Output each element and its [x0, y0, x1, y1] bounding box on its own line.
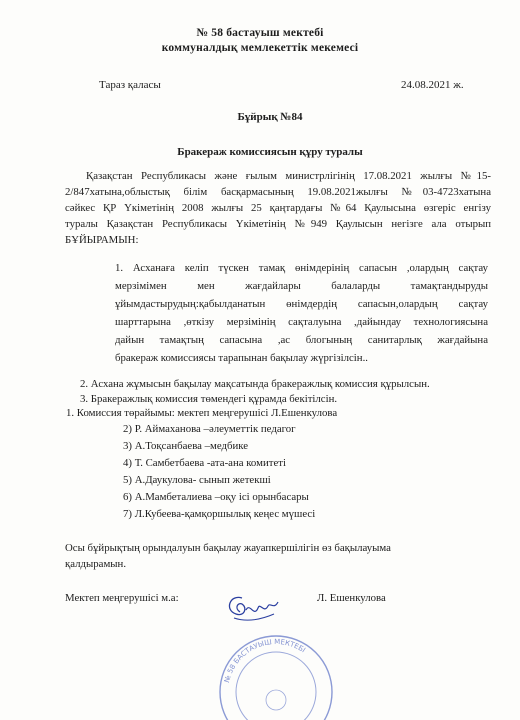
item1-line-2: мерзімімен мен жағдайлары балаларды тамақтандыруды — [115, 280, 488, 292]
item1-line-6: бракераж комиссиясы тарапынан бақылау жүргізілсін.. — [115, 352, 368, 364]
intro-line-2: 2/847хатына,облыстық білім басқармасының 19.08.2021жылғы №03-4723хатына — [65, 186, 491, 198]
svg-text:№ 58 БАСТАУЫШ МЕКТЕБІ — [223, 638, 307, 684]
item3: 3. Бракеражлық комиссия төмендегі құрамда бекітілсін. — [80, 393, 338, 405]
intro-line-1: Қазақстан Республикасы және ғылым министрлігінің 17.08.2021 жылғы №15- — [86, 170, 491, 182]
closing-line-2: қалдырамын. — [65, 558, 127, 570]
commission-member-2: 2) Р. Аймаханова –әлеуметтік педагог — [123, 423, 296, 435]
commission-member-3: 3) А.Тоқсанбаева –медбике — [123, 440, 249, 452]
stamp-text: № 58 БАСТАУЫШ МЕКТЕБІ — [222, 637, 307, 684]
item1-line-5: дайын тамақтың сапасына ,ас блогының санитарлық жағдайына — [115, 334, 488, 346]
commission-chair: 1. Комиссия төрайымы: мектеп меңгерушісі Л.Ешенкулова — [66, 407, 338, 419]
intro-line-5: БҰЙЫРАМЫН: — [65, 234, 139, 246]
closing-line-1: Осы бұйрықтың орындалуын бақылау жауапкершілігін өз бақылауыма — [65, 542, 391, 554]
school-name-line2: коммуналдық мемлекеттік мекемесі — [161, 42, 359, 54]
commission-member-4: 4) Т. Самбетбаева -ата-ана комитеті — [123, 457, 286, 469]
order-number: Бұйрық №84 — [237, 111, 303, 123]
school-name-line1: № 58 бастауыш мектебі — [196, 27, 324, 39]
intro-line-3: сәйкес ҚР Үкіметінің 2008 жылғы 25 қаңтардағы №64 Қаулысына өзгеріс енгізу — [65, 202, 491, 214]
order-subject: Бракераж комиссиясын құру туралы — [177, 146, 363, 158]
signature-title: Мектеп меңгерушісі м.а: — [65, 592, 179, 604]
item1-line-4: шарттарына ,өткізу мерзімінің сақталуына ,дайындау технологиясына — [115, 316, 488, 328]
school-stamp — [196, 600, 356, 720]
item1-line-3: ұйымдастырудың:қабылданатын өнімдердің сапасын,олардың сақтау — [115, 298, 488, 310]
intro-line-4: туралы Қазақстан Республикасы Үкіметінің №949 Қаулысын негізге ала отырып — [65, 218, 491, 230]
commission-member-5: 5) А.Даукулова- сынып жетекші — [123, 474, 271, 486]
commission-member-6: 6) А.Мамбеталиева –оқу ісі орынбасары — [123, 491, 309, 503]
item1-line-1: 1. Асханаға келіп түскен тамақ өнімдерінің сапасын ,олардың сақтау — [115, 262, 488, 274]
item2: 2. Асхана жұмысын бақылау мақсатында бракеражлық комиссия құрылсын. — [80, 378, 430, 390]
commission-member-7: 7) Л.Кубеева-қамқоршылық кеңес мүшесі — [123, 508, 316, 520]
signature-name: Л. Ешенкулова — [317, 592, 386, 604]
date: 24.08.2021 ж. — [401, 79, 464, 91]
city: Тараз қаласы — [99, 79, 161, 91]
